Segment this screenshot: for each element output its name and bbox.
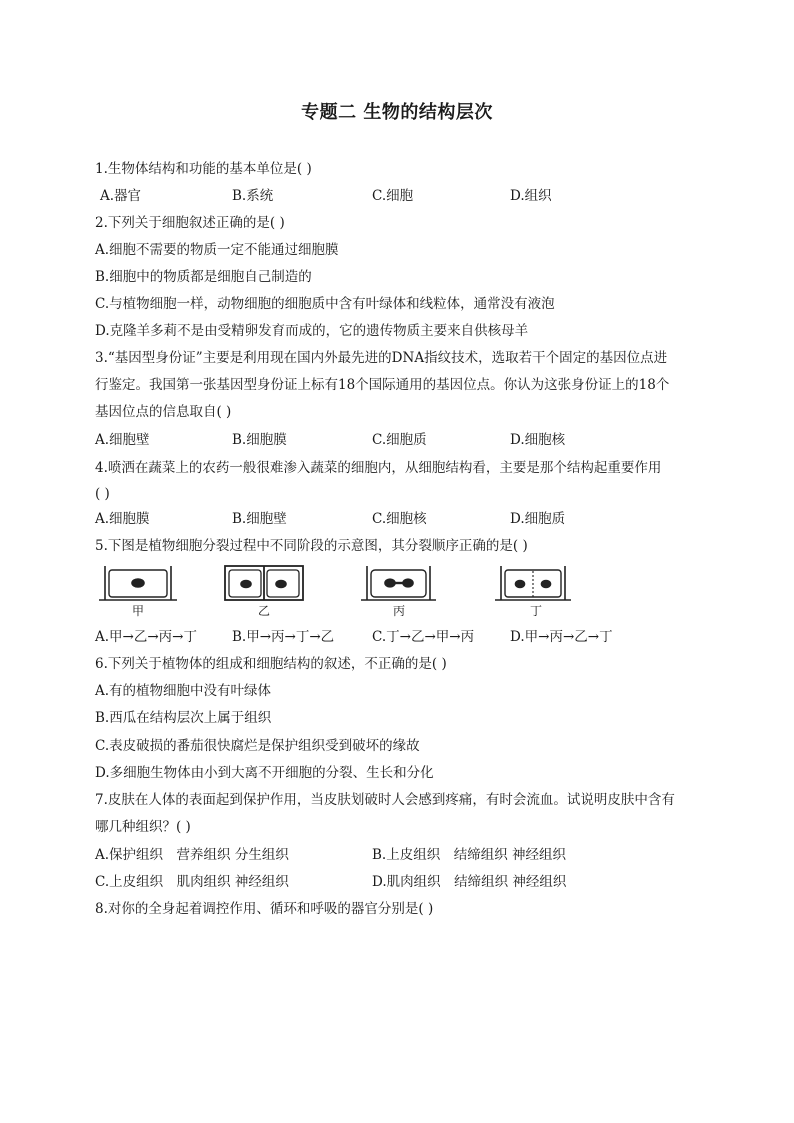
question-4-option-d: D.细胞质 xyxy=(510,511,566,527)
page-title: 专题二 生物的结构层次 xyxy=(301,102,493,123)
question-4-option-a: A.细胞膜 xyxy=(95,511,150,527)
question-7-option-a: A.保护组织 营养组织 分生组织 xyxy=(95,847,289,863)
figure-label-yi: 乙 xyxy=(258,604,271,618)
question-5-option-b: B.甲→丙→丁→乙 xyxy=(232,629,335,645)
question-6-option-b: B.西瓜在结构层次上属于组织 xyxy=(95,710,272,726)
cell-yi xyxy=(225,566,303,600)
question-1-option-c: C.细胞 xyxy=(372,188,414,204)
question-7-stem-line-2: 哪几种组织？( ) xyxy=(95,819,191,835)
question-1-stem: 1.生物体结构和功能的基本单位是( ) xyxy=(95,161,312,177)
question-7-option-d: D.肌肉组织 结缔组织 神经组织 xyxy=(372,874,567,890)
question-3-stem-line-2: 行鉴定。我国第一张基因型身份证上标有18个国际通用的基因位点。你认为这张身份证上的18个 xyxy=(95,377,670,393)
question-3-option-d: D.细胞核 xyxy=(510,432,566,448)
question-6-option-c: C.表皮破损的番茄很快腐烂是保护组织受到破坏的缘故 xyxy=(95,738,420,754)
question-5-stem: 5.下图是植物细胞分裂过程中不同阶段的示意图，其分裂顺序正确的是( ) xyxy=(95,538,528,554)
question-8-stem: 8.对你的全身起着调控作用、循环和呼吸的器官分别是( ) xyxy=(95,901,434,917)
question-5-option-d: D.甲→丙→乙→丁 xyxy=(510,629,613,645)
question-5-option-c: C.丁→乙→甲→丙 xyxy=(372,629,475,645)
question-4-stem-line-1: 4.喷洒在蔬菜上的农药一般很难渗入蔬菜的细胞内，从细胞结构看，主要是那个结构起重要作用 xyxy=(95,460,662,476)
question-3-option-b: B.细胞膜 xyxy=(232,432,287,448)
question-4-stem-line-2: ( ) xyxy=(95,486,110,502)
question-5-option-a: A.甲→乙→丙→丁 xyxy=(95,629,197,645)
question-1-option-a: A.器官 xyxy=(100,188,142,204)
question-7-option-b: B.上皮组织 结缔组织 神经组织 xyxy=(372,847,567,863)
figure-label-jia: 甲 xyxy=(132,604,145,618)
question-3-stem-line-3: 基因位点的信息取自( ) xyxy=(95,404,232,420)
cell-ding xyxy=(495,566,571,600)
question-4-option-b: B.细胞壁 xyxy=(232,511,287,527)
question-6-stem: 6.下列关于植物体的组成和细胞结构的叙述，不正确的是( ) xyxy=(95,656,447,672)
question-6-option-a: A.有的植物细胞中没有叶绿体 xyxy=(95,683,272,699)
question-3-option-c: C.细胞质 xyxy=(372,432,427,448)
cell-division-figure xyxy=(95,560,695,620)
question-1-option-d: D.组织 xyxy=(510,188,552,204)
question-7-option-c: C.上皮组织 肌肉组织 神经组织 xyxy=(95,874,289,890)
question-2-option-d: D.克隆羊多莉不是由受精卵发育而成的，它的遗传物质主要来自供核母羊 xyxy=(95,323,529,339)
question-4-option-c: C.细胞核 xyxy=(372,511,427,527)
question-1-option-b: B.系统 xyxy=(232,188,274,204)
question-2-stem: 2.下列关于细胞叙述正确的是( ) xyxy=(95,215,285,231)
question-7-stem-line-1: 7.皮肤在人体的表面起到保护作用，当皮肤划破时人会感到疼痛，有时会流血。试说明皮肤中含有 xyxy=(95,792,675,808)
figure-label-bing: 丙 xyxy=(393,604,406,618)
question-2-option-a: A.细胞不需要的物质一定不能通过细胞膜 xyxy=(95,242,339,258)
question-2-option-b: B.细胞中的物质都是细胞自己制造的 xyxy=(95,269,312,285)
cell-jia xyxy=(99,566,177,600)
question-3-stem-line-1: 3.“基因型身份证”主要是利用现在国内外最先进的DNA指纹技术，选取若干个固定的基因位点进 xyxy=(95,350,668,366)
cell-bing xyxy=(361,566,436,600)
question-2-option-c: C.与植物细胞一样，动物细胞的细胞质中含有叶绿体和线粒体，通常没有液泡 xyxy=(95,296,555,312)
question-6-option-d: D.多细胞生物体由小到大离不开细胞的分裂、生长和分化 xyxy=(95,765,434,781)
figure-label-ding: 丁 xyxy=(530,604,543,618)
question-3-option-a: A.细胞壁 xyxy=(95,432,150,448)
